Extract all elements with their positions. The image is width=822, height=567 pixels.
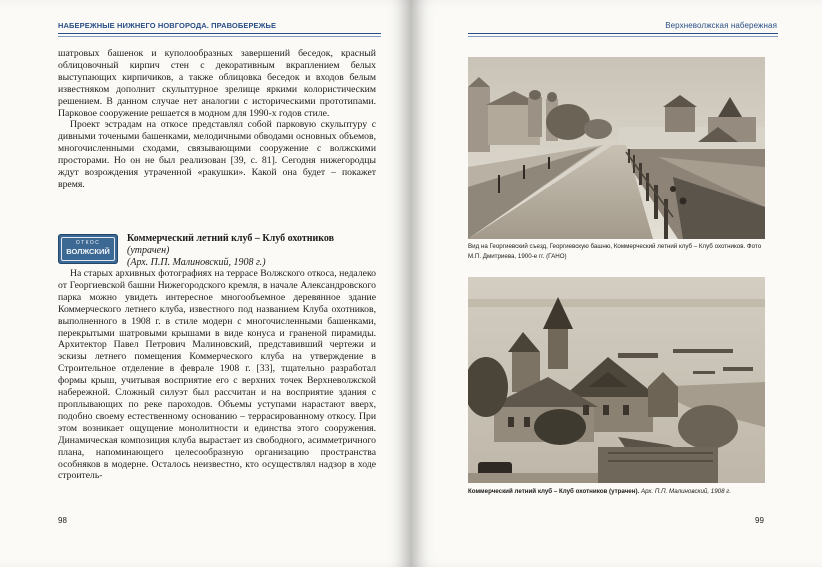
photo2-caption bbox=[468, 487, 788, 497]
paragraph: шатровых башенок и куполообразных завершений беседок, красный облицовочный кирпич стен с декоративным вкраплением белых выступающих кирпичиков, а также облицовка беседок и входов белым известняком дополнит скульптурное зрелище яркими колористическим решением. В данном случае нет аналогии с историческими прототипами. Парковое сооружение решается в модном для 1990-х годов стиле. bbox=[58, 48, 376, 119]
street-sign-top-text: ОТКОС bbox=[75, 240, 101, 246]
running-head-left: НАБЕРЕЖНЫЕ НИЖНЕГО НОВГОРОДА. ПРАВОБЕРЕЖЬЕ bbox=[58, 21, 277, 30]
photo-hunters-club bbox=[468, 277, 765, 483]
main-text bbox=[58, 268, 376, 482]
photo-georgievsky-descent bbox=[468, 57, 765, 239]
header-rule bbox=[468, 33, 778, 34]
intro-text bbox=[58, 48, 376, 191]
photo2-caption-attribution: Арх. П.П. Малиновский, 1908 г. bbox=[640, 488, 732, 495]
photo-hunters-club-image bbox=[468, 277, 765, 483]
photo1-caption: Вид на Георгиевский съезд, Георгиевскую башню, Коммерческий летний клуб – Клуб охотников. Фото М.П. Дмитриева, 1900-е гг. (ГАНО) bbox=[468, 243, 762, 260]
header-rule-secondary bbox=[468, 36, 778, 37]
street-sign-badge bbox=[58, 234, 118, 264]
photo2-caption-text: Коммерческий летний клуб – Клуб охотников (утрачен). bbox=[468, 488, 641, 495]
header-rule-secondary bbox=[58, 36, 381, 37]
section-attribution: (Арх. П.П. Малиновский, 1908 г.) bbox=[127, 257, 266, 268]
page-number-left: 98 bbox=[58, 516, 67, 525]
page-number-right: 99 bbox=[755, 516, 764, 525]
right-page bbox=[411, 0, 822, 567]
section-status: (утрачен) bbox=[127, 245, 170, 256]
section-heading bbox=[127, 233, 367, 269]
section-title: Коммерческий летний клуб – Клуб охотников bbox=[127, 233, 335, 244]
street-sign-name: ВОЛЖСКИЙ bbox=[66, 247, 110, 256]
paragraph: Проект эстрадам на откосе представлял собой парковую скульптуру с дивными точеными башенками, мелодичными обводами основных объемов, многочисленными сходами, связывающими сооружение с волжскими просторами. Но он не был реализован [39, с. 81]. Сегодня нижегородцы ждут возрождения утраченной «ракушки». Какой она будет – покажет время. bbox=[58, 119, 376, 190]
paragraph: На старых архивных фотографиях на террасе Волжского откоса, недалеко от Георгиевской башни Нижегородского кремля, в начале Александровского парка можно увидеть интересное многообъемное деревянное здание Коммерческого летнего клуба, известного под названием Клуба охотников, выполненного в 1908 г. в стиле модерн с многочисленными башенками, перекрытыми шатровыми крышами в виде конуса и граненой пирамиды. Архитектор Павел Петрович Малиновский, представивший чертежи и эскизы летнего помещения Коммерческого клуба на утверждение в Строительное отделение в феврале 1908 г. [33], тщательно разработал формы крыш, учитывая восприятие его с верхних точек Верхневолжской набережной. Сложный силуэт был рассчитан и на восприятие здания с проплывающих по реке пароходов. Объемы уступами нарастают вверх, подобно своему естественному основанию – террасированному откосу. При этом возникает ощущение монолитности и единства этого сооружения. Динамическая композиция клуба вырастает из свободного, асимметричного плана, напоминающего целесообразную организацию пространства особняков в модерне. Осталось неизвестно, кто осуществлял надзор в ходе строитель- bbox=[58, 268, 376, 482]
photo-georgievsky-image bbox=[468, 57, 765, 239]
header-rule bbox=[58, 33, 381, 34]
street-sign-frame bbox=[61, 237, 115, 261]
running-head-right: Верхневолжская набережная bbox=[665, 21, 777, 30]
